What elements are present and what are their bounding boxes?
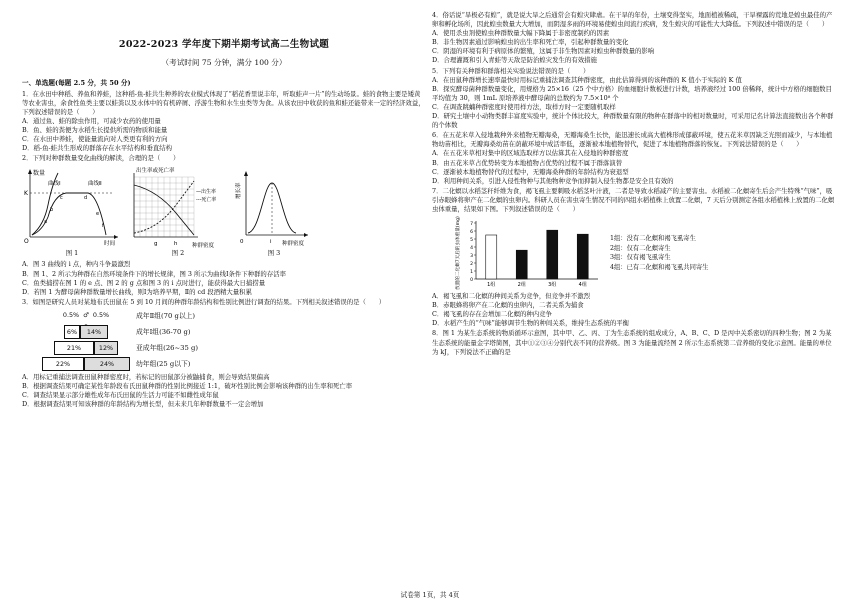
svg-text:种群密度: 种群密度 (192, 243, 215, 250)
category-label: 4组 (578, 282, 587, 289)
option-c: C．逐渐被本地植物替代的过程中，无瓣海桑种群的年龄结构为衰退型 (432, 167, 629, 176)
pyramid-bars (42, 309, 130, 371)
y-tick-label: 1 (470, 269, 473, 275)
section-heading: 一、单选题(每题 2.5 分，共 50 分) (22, 79, 131, 88)
option-c: C．阴湿的环境有利于病原体的繁殖，这属于非生物因素对蝗虫种群数量的影响 (432, 47, 655, 56)
option-c: C．褐飞虱的存在会增加二化螟的种内竞争 (432, 310, 552, 319)
bar-4 (577, 234, 588, 279)
pyramid-row: 21% 12% (54, 341, 118, 355)
option-d: D．研究土壤中小动物类群丰富度实验中，统计个体比较大，种群数量有限的物种在群落中的相对数量时，可采用记名计算法直接数出各个种群的个体数 (432, 112, 834, 130)
svg-text:h: h (174, 241, 178, 248)
option-b: B．赤眼蜂将卵产在二化螟的虫卵内，二者关系为捕食 (432, 301, 584, 310)
bar-1 (486, 235, 497, 279)
option-d: D．水稻产生的“气味”能够调节生物的种间关系，维持生态系统的平衡 (432, 319, 629, 328)
pyramid-row: 0.5% ♂ 0.5% (61, 309, 111, 323)
legend-item: 3组：仅有褐飞虱寄生 (610, 254, 671, 262)
figure-3 (234, 165, 314, 258)
svg-text:曲线Ⅰ: 曲线Ⅰ (48, 181, 61, 188)
figure-caption: 图 3 (267, 249, 281, 258)
option-c: C．在水田中养蛙，使能量流向对人类更有利的方向 (22, 135, 168, 144)
option-b: B．根据调查结果可确定某性年龄段布氏田鼠种群的性别比例接近 1:1，破坏性别比例会影响该种群的出生率和死亡率 (22, 382, 353, 391)
question-stem: 3．如图是研究人员对某地布氏田鼠在 5 到 10 月间的种群年龄结构和性别比例进行调查的结果。下列相关叙述错误的是（ ） (22, 297, 386, 306)
svg-text:b: b (50, 207, 54, 214)
question-stem: 4．俗话说“旱极必有蝗”，就是说大旱之后通常会有蝗灾肆虐。在干旱的年份，土壤变得坚实，地面植被稀疏，干旱裸露的荒地是蝗虫最佳的产卵和孵化场所，因此蝗虫数量大大增加，而阴湿多雨的环境易使蝗虫间流行疾病，发生蝗灾的可能性大大降低。下列叙述中错误的是（ ） (432, 11, 833, 29)
age-pyramid (42, 309, 426, 371)
option-a: A．使用杀虫剂使蝗虫种群数量大幅下降属于非密度制约的因素 (432, 29, 610, 38)
svg-text:c: c (60, 195, 63, 202)
option-d: D．若图 1 为酵母菌种群数量增长曲线，则Ⅰ为培养早期，Ⅱ的 cd 段酒精大量积累 (22, 287, 252, 296)
svg-text:O: O (24, 238, 29, 246)
question-stem: 7．二化螟以水稻茎秆纤维为食，褐飞虱主要刺吸水稻茎叶汁液，二者是导致水稻减产的主要害虫。水稻被二化螟寄生后会产生特殊“气味”，吸引赤眼蜂将卵产在二化螟的虫卵内。科研人员在害虫寄生情况不同的四组水稻植株上放置二化螟，7 天后分别测定各组水稻植株上放置的二化螟虫体重量，结果如下图。下列叙述错误的是（ ） (432, 186, 835, 213)
bar-3 (547, 230, 558, 279)
option-b: B．非生物因素通过影响蝗虫的出生率和死亡率，引起种群数量的变化 (432, 38, 629, 47)
birth-death-rate-figure (128, 165, 228, 249)
question-8 (432, 329, 836, 356)
y-tick-label: 2 (470, 261, 473, 267)
bar-chart-block (452, 215, 836, 291)
option-a: A．图 3 曲线的 i 点，种内斗争最激烈 (22, 260, 131, 269)
legend-item: 1组：没有二化螟和褐飞虱寄生 (610, 235, 696, 243)
question-stem: 2．下列对种群数量变化曲线的解读，合理的是（ ） (22, 154, 180, 163)
option-a: A．通过鱼、蛙的除虫作用，可减少农药的使用量 (22, 116, 161, 125)
population-curve-figure (22, 165, 122, 249)
question-stem: 5．下列有关种群和群落相关实验说法错误的是（ ） (432, 66, 590, 75)
pyramid-row: 22% 24% (42, 357, 130, 371)
y-tick-label: 6 (470, 229, 473, 235)
svg-text:f: f (102, 223, 104, 230)
svg-text:—出生率: —出生率 (196, 189, 217, 196)
svg-text:种群密度: 种群密度 (282, 241, 305, 248)
question-stem: 1．在水田中种稻、养鱼和养蛙，这种稻-鱼-蛙共生种养的农业模式体现了“稻花香里说丰年，听取蛙声一片”的生动场景。蛙的食物主要是矮黄等农业害虫，余食性鱼类主要以蛙粪以及水体中的有机碎屑、浮游生物和水生虫类等为食。从该农田中收获的鱼和蛙还能带来一定的经济效益，下列叙述错误的是（ ） (22, 89, 425, 116)
option-d: D．合理灌溉和引入青蛙等天敌是防治蝗灾发生的有效措施 (432, 56, 597, 65)
option-b: B．图 1、2 所示为种群在自然环境条件下的增长规律，图 3 所示为曲线Ⅰ条件下种群的存活率 (22, 269, 286, 278)
y-tick-label: 3 (470, 253, 473, 259)
option-a: A．在五花米草相对集中的区域选取样方以估算其在入侵地的种群密度 (432, 149, 629, 158)
y-tick-label: 4 (470, 245, 473, 251)
svg-text:---死亡率: ---死亡率 (196, 197, 217, 204)
exam-info: （考试时间 75 分钟，满分 100 分） (161, 58, 287, 68)
bar-chart (452, 215, 602, 291)
option-c: C．调查结果显示部分雄性成年布氏田鼠的生活力可能不如雌性成年鼠 (22, 391, 219, 400)
svg-text:a: a (44, 219, 48, 226)
question-3 (22, 298, 426, 409)
svg-text:i: i (270, 239, 272, 246)
option-d: D．稻-鱼-蛙共生形成的群落存在水平结构和垂直结构 (22, 144, 173, 153)
svg-text:时间: 时间 (104, 241, 116, 248)
svg-text:d: d (84, 195, 88, 202)
option-b: B．由五花米草占优势转变为本地植物占优势的过程不属于群落演替 (432, 158, 623, 167)
svg-text:e: e (96, 211, 100, 218)
svg-text:曲线Ⅱ: 曲线Ⅱ (88, 181, 102, 188)
chart-legend (610, 234, 708, 272)
question-1 (22, 90, 426, 154)
y-tick-label: 5 (470, 237, 473, 243)
right-column (432, 10, 836, 357)
svg-text:K: K (24, 190, 28, 198)
svg-text:出生率或死亡率: 出生率或死亡率 (136, 168, 175, 175)
figure-caption: 图 2 (171, 249, 185, 258)
option-b: B．探究酵母菌种群数量变化，用规格为 25×16（25 个中方格）的血细胞计数板进行计数，培养液经过 100 倍稀释，统计中方格的细胞数目平均值为 30，则 1mL 原培养液中酵母菌的总数约为 7.5×10⁸ 个 (432, 84, 832, 102)
question-2 (22, 154, 426, 297)
option-d: D．利用种间关系，引进入侵性物种与其他物种竞争而抑制入侵生物都是安全且有效的 (432, 176, 674, 185)
svg-text:增长率: 增长率 (236, 182, 242, 200)
category-label: 3组 (548, 282, 557, 289)
svg-text:0: 0 (240, 239, 244, 246)
y-axis-label: 放置的二化螟7天后的虫体重量(mg) (456, 216, 461, 290)
sex-symbols: ♂ (83, 310, 89, 319)
left-column (22, 10, 426, 409)
pyramid-row: 6% 14% (64, 325, 108, 339)
option-a: A．褐飞虱和二化螟的种间关系为竞争，但竞争并不激烈 (432, 292, 590, 301)
category-label: 1组 (487, 282, 496, 289)
y-tick-label: 0 (470, 277, 473, 283)
y-tick-label: 7 (470, 221, 473, 227)
legend-item: 2组：仅有二化螟寄生 (610, 244, 671, 252)
category-label: 2组 (517, 282, 526, 289)
question-5 (432, 67, 836, 131)
pyramid-labels: 成年Ⅱ组(70 g以上) 成年Ⅰ组(36-70 g) 亚成年组(26~35 g) 幼年组(25 g以下) (136, 311, 198, 368)
question-4 (432, 11, 836, 66)
option-a: A．在田鼠种群增长速率最快时用标记重捕法调查其种群密度，由此估算得到的该种群的 K 值小于实际的 K 值 (432, 75, 742, 84)
option-a: A．用标记重捕法调查田鼠种群密度时，若标记的田鼠部分被鼬捕食，则会导致结果偏高 (22, 372, 270, 381)
bar-2 (516, 250, 527, 279)
option-d: D．根据调查结果可知该种群的年龄结构为增长型，但未来几年种群数量不一定会增加 (22, 400, 264, 409)
fig1-ylabel: 数量 (33, 170, 46, 178)
figure-caption: 图 1 (65, 249, 79, 258)
question-6 (432, 131, 836, 186)
option-c: C．在调查跳蝻种群密度时使用样方法，取样方时一定要随机取样 (432, 102, 616, 111)
page-title: 2022-2023 学年度下期半期考试高二生物试题 (118, 39, 330, 50)
figure-1 (22, 165, 122, 258)
figure-row (22, 165, 426, 258)
legend-item: 4组：已有二化螟和褐飞虱共同寄生 (610, 263, 709, 271)
option-b: B．鱼、蛙的粪便为水稻生长提供所需的物质和能量 (22, 126, 168, 134)
option-c: C．鱼类捕捞在图 1 的 e 点、图 2 的 g 点和图 3 的 i 点时进行，能获得最大日捕捞量 (22, 278, 266, 287)
figure-2 (128, 165, 228, 258)
question-stem: 6．在五花米草入侵地栽种外来植物无瓣海桑，无瓣海桑生长快，能迅速长成高大植株形成郁蔽环境，使五花米草因缺乏光照而减少，与本地植物幼苗相比，无瓣海桑幼苗在荫蔽环境中成活率低，逐渐被本地植物替代，促进了本地植物群落的恢复。下列说法错误的是（ ） (432, 131, 833, 149)
page-footer: 试卷第 1页，共 4页 (400, 591, 460, 599)
svg-text:g: g (154, 241, 158, 248)
question-7 (432, 187, 836, 329)
growth-rate-figure (234, 165, 314, 249)
question-stem: 8．图 1 为某生态系统的物质循环示意图，其中甲、乙、丙、丁为生态系统的组成成分，A、B、C、D 是丙中关系密切的四种生物；图 2 为某生态系统的能量金字塔简图，其中①②③④分别代表不同的营养级。图 3 为能量流经图 2 所示生态系统第二营养级的变化示意图。能量的单位为 kJ，下列说法不正确的是 (432, 329, 832, 356)
